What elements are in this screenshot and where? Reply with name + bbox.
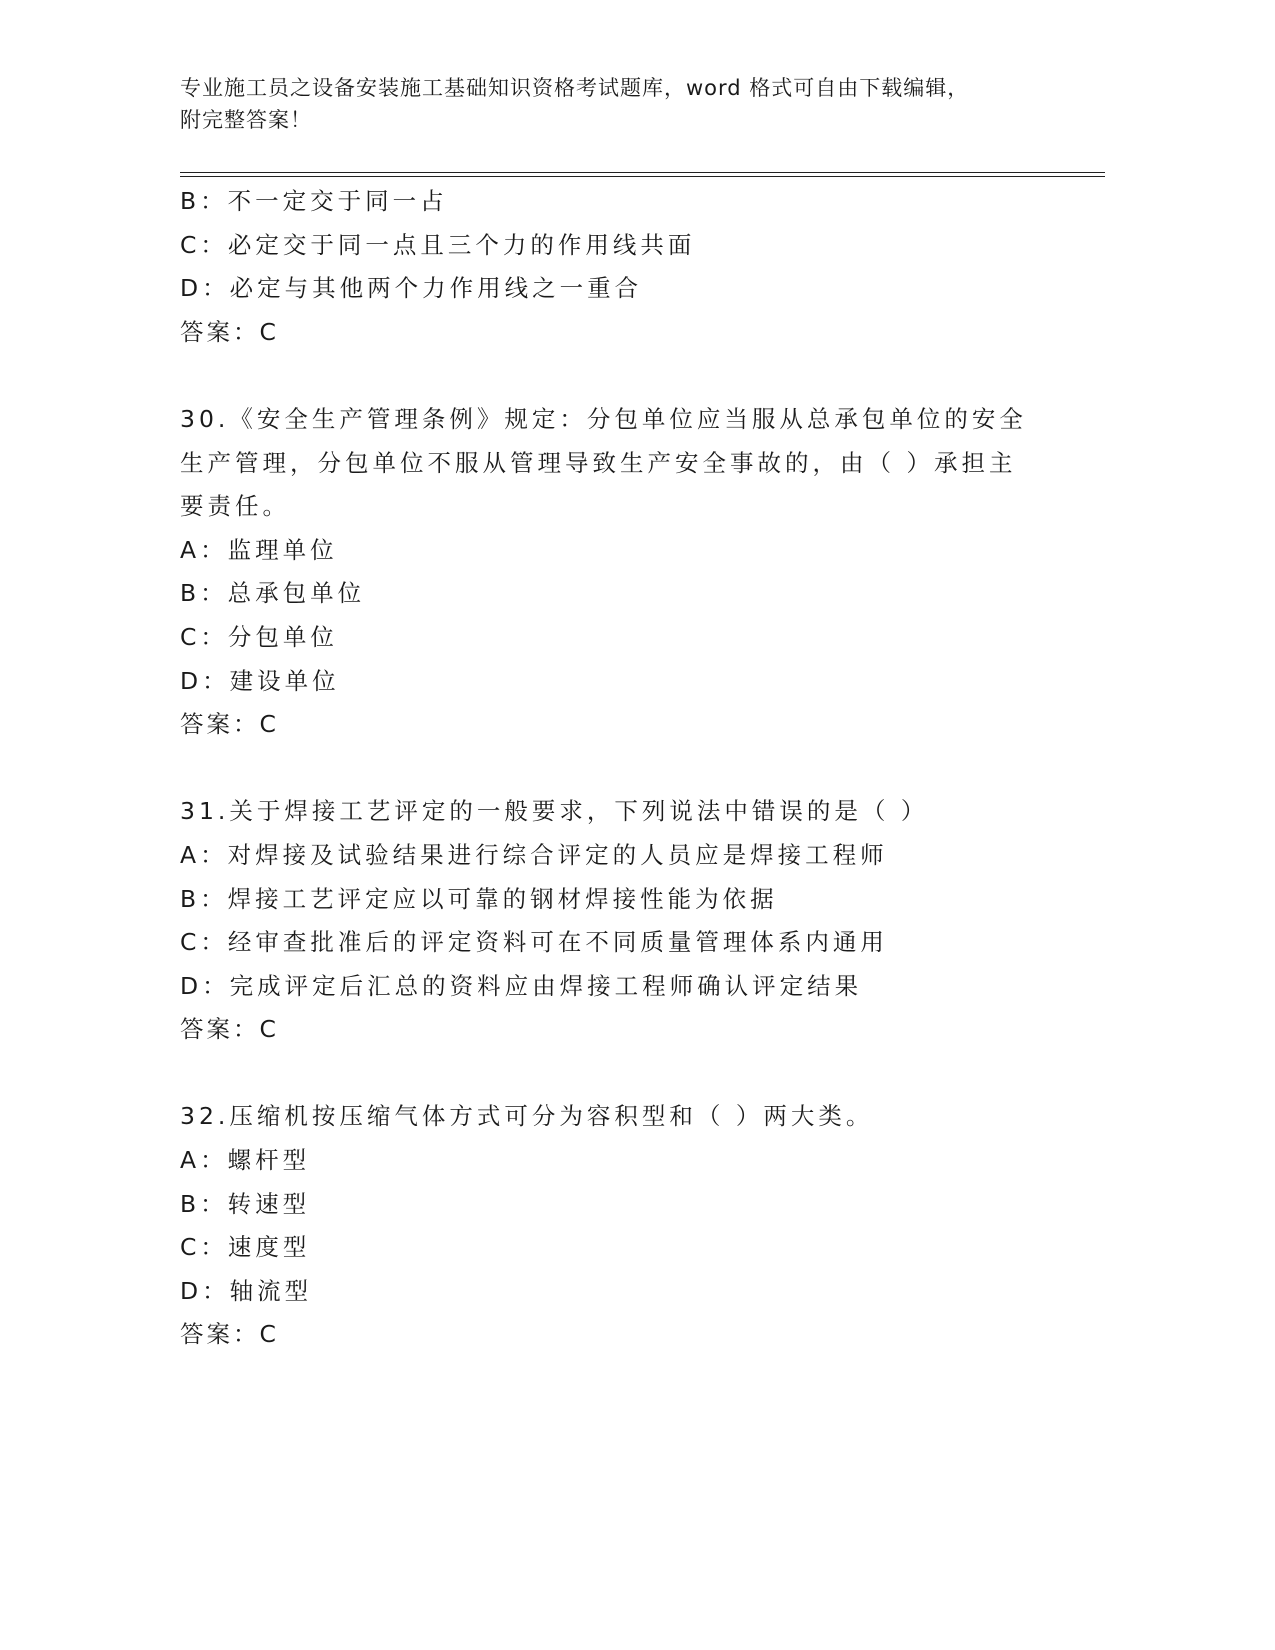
option-c: C：速度型 (180, 1233, 311, 1262)
question-text-line: 31.关于焊接工艺评定的一般要求，下列说法中错误的是（ ） (180, 797, 929, 826)
option-b: B：转速型 (180, 1189, 311, 1218)
header-line-2: 附完整答案！ (180, 108, 312, 132)
question-text-line: 30.《安全生产管理条例》规定：分包单位应当服从总承包单位的安全 (180, 404, 1027, 433)
question-list (180, 180, 1050, 1357)
option-c: C：经审查批准后的评定资料可在不同质量管理体系内通用 (180, 928, 888, 957)
header-divider-thin (180, 172, 1105, 173)
answer-line: 答案：C (180, 317, 279, 346)
document-header (180, 72, 1060, 136)
question-31 (180, 790, 1050, 1052)
option-d: D：完成评定后汇总的资料应由焊接工程师确认评定结果 (180, 971, 863, 1000)
spacer (180, 354, 1050, 398)
question-30 (180, 398, 1050, 747)
option-d: D：轴流型 (180, 1276, 313, 1305)
option-a: A：监理单位 (180, 535, 338, 564)
answer-line: 答案：C (180, 1320, 279, 1349)
option-a: A：对焊接及试验结果进行综合评定的人员应是焊接工程师 (180, 840, 888, 869)
option-c: C：必定交于同一点且三个力的作用线共面 (180, 230, 696, 259)
option-a: A：螺杆型 (180, 1146, 311, 1175)
question-32 (180, 1095, 1050, 1357)
option-b: B：焊接工艺评定应以可靠的钢材焊接性能为依据 (180, 884, 778, 913)
option-d: D：必定与其他两个力作用线之一重合 (180, 274, 643, 303)
option-b: B：总承包单位 (180, 579, 366, 608)
header-line-1: 专业施工员之设备安装施工基础知识资格考试题库，word 格式可自由下载编辑， (180, 76, 970, 100)
question-text-line: 生产管理，分包单位不服从管理导致生产安全事故的，由（ ）承担主 (180, 448, 1017, 477)
question-text-line: 要责任。 (180, 492, 290, 521)
header-divider-thick (180, 176, 1105, 177)
spacer (180, 747, 1050, 791)
answer-line: 答案：C (180, 1015, 279, 1044)
spacer (180, 1052, 1050, 1096)
question-text-line: 32.压缩机按压缩气体方式可分为容积型和（ ）两大类。 (180, 1102, 874, 1131)
answer-line: 答案：C (180, 710, 279, 739)
option-d: D：建设单位 (180, 666, 340, 695)
option-b: B：不一定交于同一占 (180, 187, 448, 215)
question-29-continuation (180, 180, 1050, 354)
option-c: C：分包单位 (180, 622, 338, 651)
